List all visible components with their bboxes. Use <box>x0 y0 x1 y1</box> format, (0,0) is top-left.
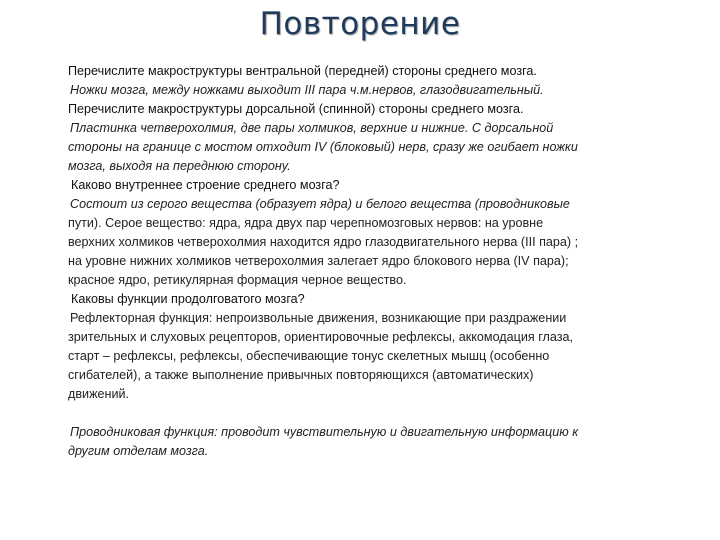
answer-3-line-1: Состоит из серого вещества (образует ядра) и белого вещества (проводниковые <box>70 197 570 211</box>
question-2: Перечислите макроструктуры дорсальной (спинной) стороны среднего мозга. <box>68 102 524 116</box>
answer-2-line-2: стороны на границе с мостом отходит IV (блоковый) нерв, сразу же огибает ножки <box>68 140 578 154</box>
answer-4-line-1: Рефлекторная функция: непроизвольные движения, возникающие при раздражении <box>70 311 567 325</box>
answer-1: Ножки мозга, между ножками выходит III пара ч.м.нервов, глазодвигательный. <box>70 83 544 97</box>
answer-4-line-2: зрительных и слуховых рецепторов, ориентировочные рефлексы, аккомодация глаза, <box>68 330 574 344</box>
answer-5-line-1: Проводниковая функция: проводит чувствительную и двигательную информацию к <box>70 425 579 439</box>
answer-5-line-2: другим отделам мозга. <box>68 444 209 458</box>
question-3: Каково внутреннее строение среднего мозга? <box>71 178 340 192</box>
answer-3-line-3: верхних холмиков четверохолмия находится ядро глазодвигательного нерва (III пара) ; <box>68 235 579 249</box>
question-4: Каковы функции продолговатого мозга? <box>71 292 305 306</box>
slide-content <box>68 62 683 461</box>
answer-2-line-3: мозга, выходя на переднюю сторону. <box>68 159 291 173</box>
slide-title: Повторение <box>259 6 461 42</box>
spacer <box>68 404 683 423</box>
answer-3-line-2: пути). Серое вещество: ядра, ядра двух пар черепномозговых нервов: на уровне <box>68 216 544 230</box>
answer-4-line-3: старт – рефлексы, рефлексы, обеспечивающие тонус скелетных мышц (особенно <box>68 349 550 363</box>
answer-3-line-4: на уровне нижних холмиков четверохолмия залегает ядро блокового нерва (IV пара); <box>68 254 569 268</box>
answer-4-line-5: движений. <box>68 387 130 401</box>
question-1: Перечислите макроструктуры вентральной (передней) стороны среднего мозга. <box>68 64 537 78</box>
answer-4-line-4: сгибателей), а также выполнение привычных повторяющихся (автоматических) <box>68 368 534 382</box>
answer-2-line-1: Пластинка четверохолмия, две пары холмиков, верхние и нижние. С дорсальной <box>70 121 554 135</box>
answer-3-line-5: красное ядро, ретикулярная формация черное вещество. <box>68 273 407 287</box>
